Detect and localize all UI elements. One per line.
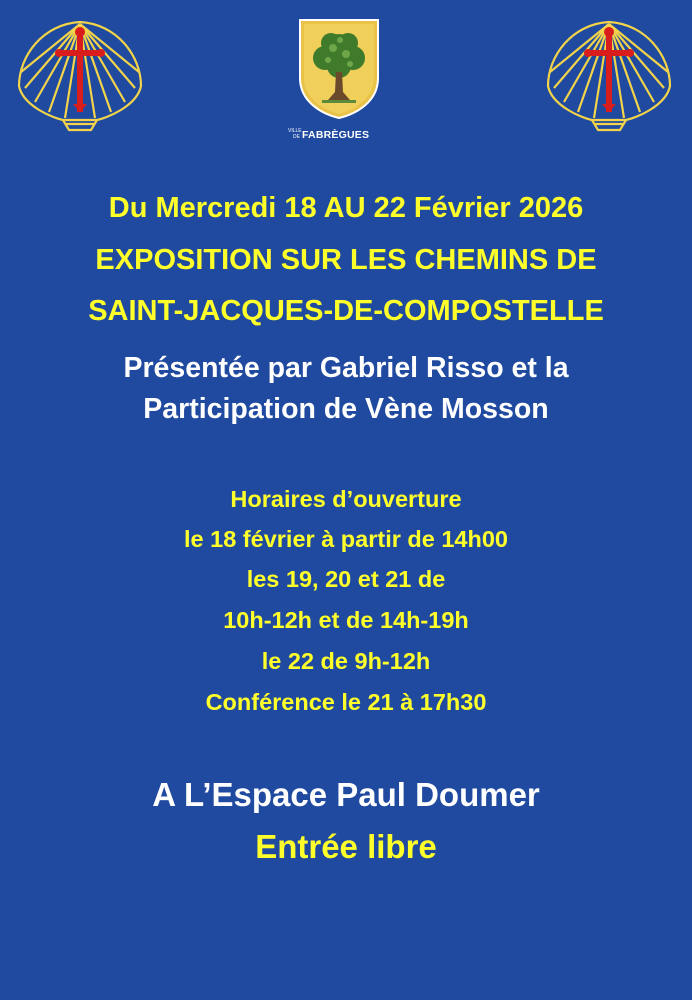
town-prefix: VILLE DE [288, 128, 302, 140]
hours-item: le 18 février à partir de 14h00 [184, 526, 508, 552]
venue-name: A L’Espace Paul Doumer [152, 776, 540, 813]
entry-free: Entrée libre [255, 828, 437, 865]
town-logo-text [288, 126, 398, 146]
town-name: FABRÈGUES [302, 129, 370, 141]
event-dates: Du Mercredi 18 AU 22 Février 2026 [108, 192, 584, 224]
hours-item: les 19, 20 et 21 de [246, 566, 446, 592]
event-title-line2: SAINT-JACQUES-DE-COMPOSTELLE [88, 295, 604, 327]
event-title-line1: EXPOSITION SUR LES CHEMINS DE [95, 244, 597, 276]
scallop-shell-left-icon [13, 14, 147, 134]
hours-heading: Horaires d’ouverture [230, 486, 462, 512]
scallop-shell-right-icon [542, 14, 676, 134]
town-crest-icon [296, 16, 382, 120]
conference-time: Conférence le 21 à 17h30 [205, 689, 487, 715]
hours-item: le 22 de 9h-12h [261, 648, 431, 674]
presenter-line2: Participation de Vène Mosson [143, 393, 549, 425]
hours-item: 10h-12h et de 14h-19h [223, 607, 469, 633]
presenter-line1: Présentée par Gabriel Risso et la [123, 352, 569, 384]
